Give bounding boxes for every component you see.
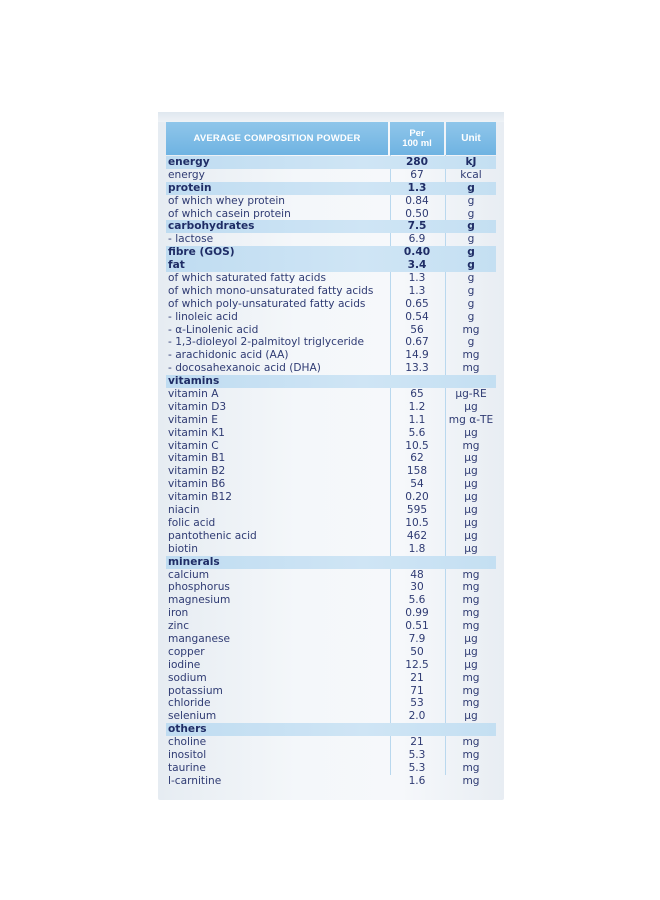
nutrient-value: 0.65 [405, 297, 429, 310]
nutrient-unit: g [467, 181, 475, 194]
nutrient-unit: g [467, 336, 475, 349]
nutrient-value: 1.3 [408, 272, 426, 285]
nutrient-unit: mg [462, 439, 480, 452]
nutrient-unit: mg [462, 697, 480, 710]
nutrient-label: minerals [168, 555, 220, 568]
nutrient-label: fat [168, 259, 185, 272]
table-row [166, 362, 496, 375]
table-row [166, 491, 496, 504]
header-unit: Unit [446, 122, 496, 155]
nutrient-unit: mg [462, 568, 480, 581]
table-row [166, 607, 496, 620]
nutrient-value: 3.4 [407, 259, 427, 272]
nutrient-value: 65 [410, 388, 424, 401]
table-row [166, 324, 496, 337]
category-row [166, 375, 496, 388]
nutrient-label: biotin [168, 542, 198, 555]
nutrient-unit: mg [462, 323, 480, 336]
nutrient-value: 48 [410, 568, 424, 581]
nutrient-label: potassium [168, 684, 223, 697]
table-row [166, 633, 496, 646]
table-row [166, 208, 496, 221]
nutrient-label: inositol [168, 748, 207, 761]
nutrient-unit: mg [462, 607, 480, 620]
nutrient-value: 0.51 [405, 620, 429, 633]
nutrient-label: vitamin B6 [168, 478, 226, 491]
nutrient-value: 71 [410, 684, 424, 697]
table-row [166, 762, 496, 775]
nutrient-label: vitamin E [168, 413, 218, 426]
header-per-100ml [390, 122, 444, 155]
table-row [166, 594, 496, 607]
nutrient-label: pantothenic acid [168, 529, 257, 542]
nutrient-value: 1.8 [408, 542, 426, 555]
category-row [166, 259, 496, 272]
nutrient-unit: g [467, 220, 475, 233]
nutrient-unit: mg [462, 581, 480, 594]
table-row [166, 401, 496, 414]
nutrient-value: 5.6 [408, 594, 426, 607]
nutrient-value: 67 [410, 168, 424, 181]
nutrient-value: 0.50 [405, 207, 429, 220]
table-row [166, 452, 496, 465]
nutrient-label: others [168, 723, 207, 736]
nutrient-unit: mg [462, 671, 480, 684]
table-row [166, 749, 496, 762]
nutrient-value: 7.9 [408, 632, 426, 645]
category-row [166, 220, 496, 233]
nutrient-unit: g [467, 246, 475, 259]
nutrient-value: 158 [406, 465, 428, 478]
nutrient-label: vitamin B2 [168, 465, 226, 478]
table-row [166, 336, 496, 349]
nutrient-value: 0.54 [405, 310, 429, 323]
nutrient-label: sodium [168, 671, 207, 684]
nutrient-value: 53 [410, 697, 424, 710]
nutrient-label: folic acid [168, 516, 216, 529]
nutrient-label: of which saturated fatty acids [168, 272, 326, 285]
nutrient-label: niacin [168, 504, 200, 517]
nutrient-label: vitamins [168, 375, 220, 388]
nutrient-value: 0.67 [405, 336, 429, 349]
nutrient-unit: mg [462, 774, 480, 787]
nutrient-unit: mg [462, 594, 480, 607]
nutrient-label: vitamin C [168, 439, 219, 452]
nutrient-unit: µg [464, 452, 478, 465]
nutrient-label: chloride [168, 697, 211, 710]
nutrient-unit: mg [462, 620, 480, 633]
nutrient-label: taurine [168, 761, 206, 774]
nutrient-label: - 1,3-dioleyol 2-palmitoyl triglyceride [168, 336, 365, 349]
nutrient-unit: mg [462, 362, 480, 375]
nutrient-unit: g [467, 272, 475, 285]
nutrient-value: 2.0 [408, 710, 426, 723]
nutrient-unit: g [467, 194, 475, 207]
nutrient-value: 21 [410, 736, 424, 749]
nutrient-label: of which poly-unsaturated fatty acids [168, 297, 366, 310]
category-row [166, 182, 496, 195]
nutrient-label: vitamin A [168, 388, 219, 401]
nutrient-unit: g [467, 233, 475, 246]
nutrient-value: 7.5 [407, 220, 427, 233]
table-row [166, 646, 496, 659]
nutrient-value: 62 [410, 452, 424, 465]
nutrient-unit: µg [464, 645, 478, 658]
nutrient-unit: mg [462, 684, 480, 697]
nutrient-unit: µg [464, 529, 478, 542]
nutrient-value: 462 [406, 529, 428, 542]
nutrient-unit: µg [464, 504, 478, 517]
table-row [166, 169, 496, 182]
nutrient-label: energy [168, 168, 205, 181]
nutrient-unit: g [467, 259, 475, 272]
nutrient-label: vitamin B12 [168, 491, 232, 504]
table-row [166, 530, 496, 543]
nutrient-label: energy [168, 156, 210, 168]
nutrient-value: 21 [410, 671, 424, 684]
table-row [166, 710, 496, 723]
nutrient-value: 12.5 [405, 658, 429, 671]
nutrient-unit: µg [464, 710, 478, 723]
nutrient-value: 1.3 [408, 284, 426, 297]
table-row [166, 620, 496, 633]
nutrient-value: 5.3 [408, 761, 426, 774]
nutrient-unit: mg [462, 349, 480, 362]
table-row [166, 581, 496, 594]
nutrient-value: 280 [405, 156, 429, 168]
nutrient-value: 5.3 [408, 748, 426, 761]
table-row [166, 298, 496, 311]
table-row [166, 427, 496, 440]
nutrient-value: 50 [410, 645, 424, 658]
nutrient-value: 1.3 [407, 181, 427, 194]
nutrient-value: 13.3 [405, 362, 429, 375]
nutrient-unit: µg [464, 658, 478, 671]
table-row [166, 478, 496, 491]
table-row [166, 543, 496, 556]
nutrient-unit: g [467, 207, 475, 220]
table-row [166, 517, 496, 530]
nutrient-value: 0.99 [405, 607, 429, 620]
category-row [166, 723, 496, 736]
nutrient-label: of which casein protein [168, 207, 291, 220]
nutrient-value: 1.2 [408, 400, 426, 413]
nutrient-value: 56 [410, 323, 424, 336]
panel-top-edge [158, 112, 504, 122]
nutrient-value: 10.5 [405, 439, 429, 452]
nutrient-label: - arachidonic acid (AA) [168, 349, 289, 362]
table-row [166, 285, 496, 298]
table-row [166, 685, 496, 698]
nutrient-unit: µg [464, 478, 478, 491]
nutrient-label: calcium [168, 568, 210, 581]
nutrient-unit: µg [464, 542, 478, 555]
nutrient-unit: g [467, 310, 475, 323]
nutrient-unit: g [467, 297, 475, 310]
table-row [166, 736, 496, 749]
table-row [166, 311, 496, 324]
header-per-line2: 100 ml [402, 137, 432, 149]
nutrient-label: protein [168, 181, 212, 194]
table-row [166, 195, 496, 208]
nutrient-value: 6.9 [408, 233, 426, 246]
table-row [166, 388, 496, 401]
category-row [166, 156, 496, 169]
nutrient-unit: µg [464, 400, 478, 413]
nutrient-label: selenium [168, 710, 217, 723]
nutrient-label: copper [168, 645, 205, 658]
nutrient-label: l-carnitine [168, 774, 222, 787]
nutrient-unit: mg [462, 761, 480, 774]
table-row [166, 659, 496, 672]
table-row [166, 272, 496, 285]
nutrient-label: vitamin D3 [168, 400, 227, 413]
nutrient-unit: µg [464, 516, 478, 529]
nutrient-label: vitamin K1 [168, 426, 225, 439]
nutrient-unit: mg [462, 736, 480, 749]
category-row [166, 556, 496, 569]
nutrient-label: - docosahexanoic acid (DHA) [168, 362, 321, 375]
table-row [166, 349, 496, 362]
table-row [166, 672, 496, 685]
nutrient-label: vitamin B1 [168, 452, 226, 465]
nutrient-label: choline [168, 736, 207, 749]
nutrient-label: - α-Linolenic acid [168, 323, 259, 336]
nutrient-value: 1.6 [408, 774, 426, 787]
nutrient-label: of which whey protein [168, 194, 285, 207]
nutrient-value: 5.6 [408, 426, 426, 439]
nutrient-unit: kcal [460, 168, 482, 181]
nutrient-value: 0.20 [405, 491, 429, 504]
nutrient-value: 0.40 [403, 246, 431, 259]
nutrient-unit: g [467, 284, 475, 297]
table-row [166, 440, 496, 453]
nutrient-label: - lactose [168, 233, 214, 246]
nutrient-value: 30 [410, 581, 424, 594]
nutrient-label: iodine [168, 658, 201, 671]
table-row [166, 504, 496, 517]
table-row [166, 233, 496, 246]
nutrient-value: 1.1 [408, 413, 426, 426]
nutrient-label: fibre (GOS) [168, 246, 235, 259]
category-row [166, 246, 496, 259]
table-row [166, 465, 496, 478]
table-row [166, 414, 496, 427]
table-row [166, 697, 496, 710]
nutrient-unit: µg [464, 632, 478, 645]
nutrient-label: magnesium [168, 594, 231, 607]
table-row [166, 775, 496, 788]
nutrient-label: of which mono-unsaturated fatty acids [168, 284, 374, 297]
nutrient-value: 14.9 [405, 349, 429, 362]
nutrient-label: manganese [168, 632, 231, 645]
nutrient-label: iron [168, 607, 189, 620]
nutrient-label: phosphorus [168, 581, 230, 594]
nutrient-value: 595 [406, 504, 428, 517]
nutrient-value: 10.5 [405, 516, 429, 529]
nutrient-unit: mg [462, 748, 480, 761]
nutrient-unit: µg [464, 465, 478, 478]
nutrient-label: zinc [168, 620, 190, 633]
nutrient-unit: mg α-TE [448, 413, 494, 426]
nutrient-value: 54 [410, 478, 424, 491]
nutrient-unit: kJ [465, 156, 477, 168]
nutrient-unit: µg [464, 426, 478, 439]
nutrient-value: 0.84 [405, 194, 429, 207]
nutrition-table [166, 156, 496, 788]
nutrient-label: - linoleic acid [168, 310, 238, 323]
table-row [166, 569, 496, 582]
nutrient-label: carbohydrates [168, 220, 255, 233]
nutrient-unit: µg-RE [455, 388, 487, 401]
header-per-line1: Per [409, 127, 425, 139]
header-title: AVERAGE COMPOSITION POWDER [166, 122, 388, 155]
nutrient-unit: µg [464, 491, 478, 504]
